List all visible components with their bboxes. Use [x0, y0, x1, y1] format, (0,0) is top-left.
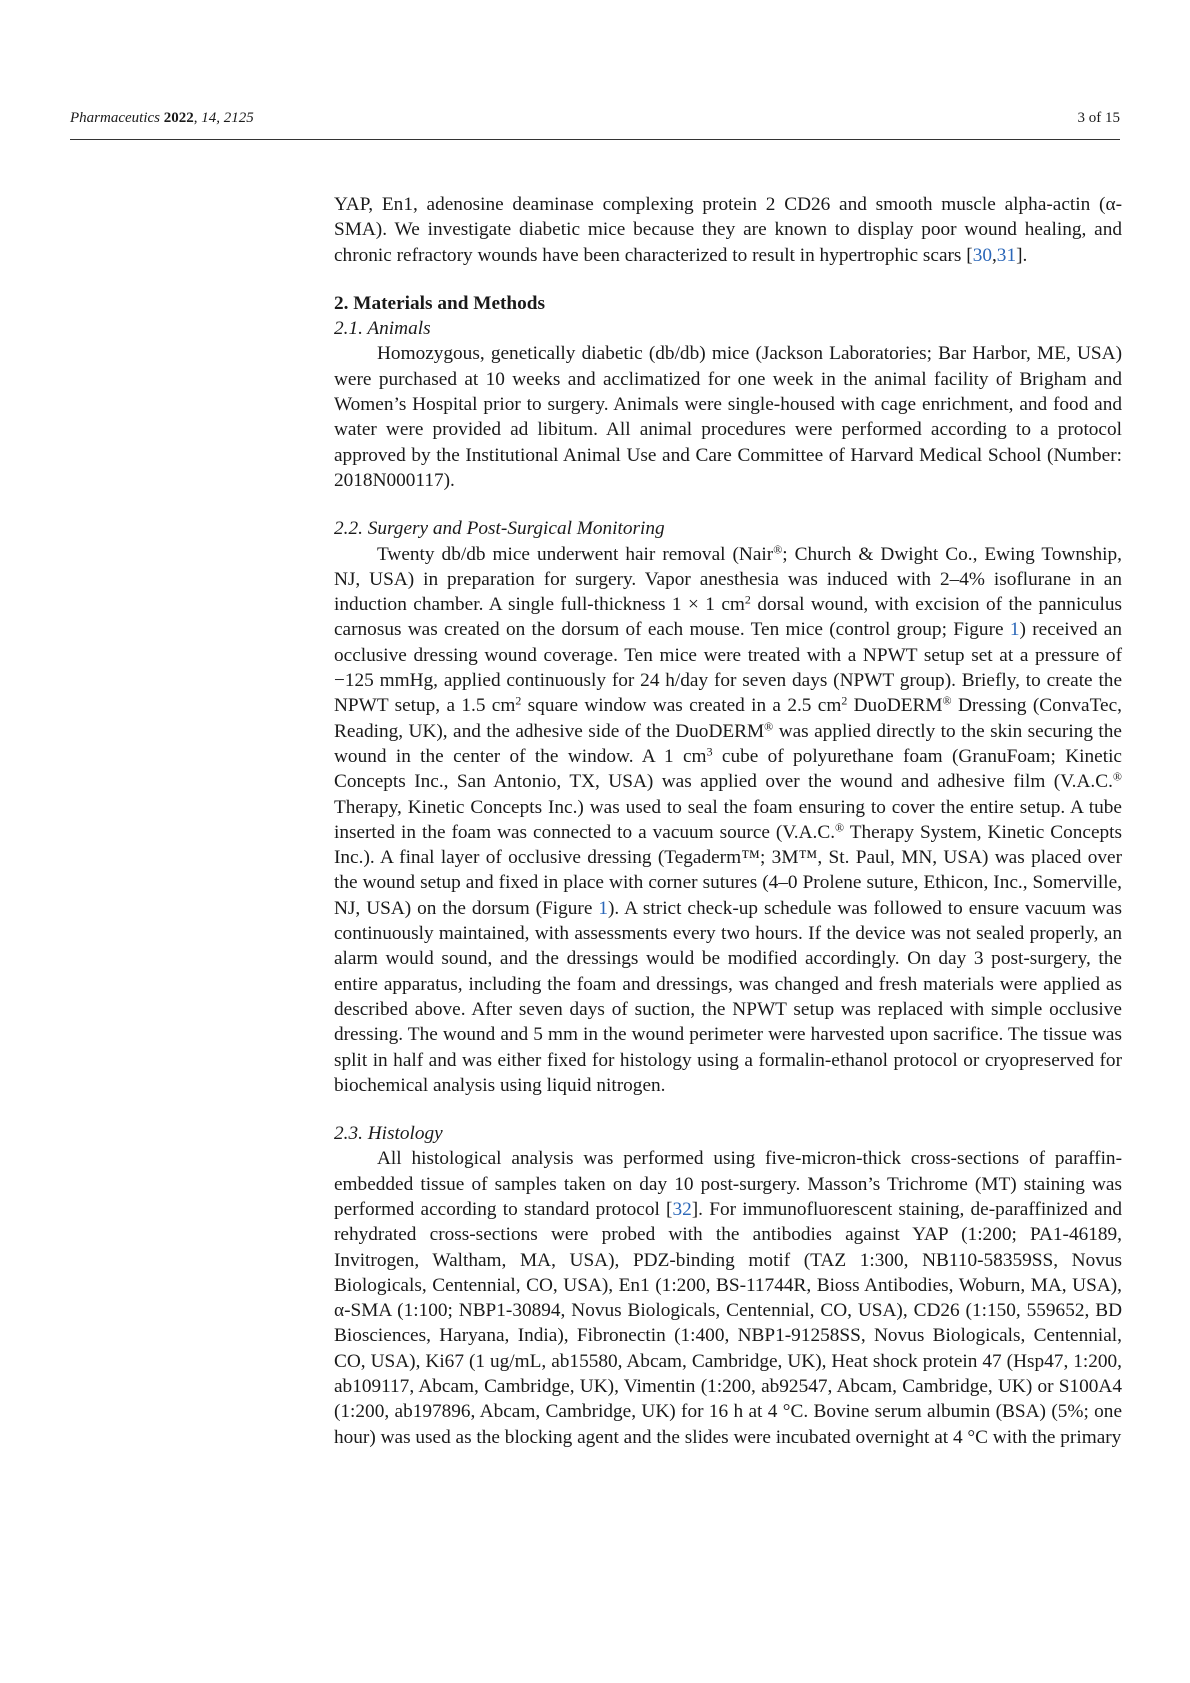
text-run: ; Church & Dwight Co., Ewing Township, NJ, USA) in preparation for surgery. Vapor anesthesia was induced with 2–4% isoflurane in an induction chamber. A single full-thickness 1 × 1 cm	[334, 543, 1122, 616]
figure-link-1[interactable]: 1	[1009, 619, 1020, 641]
superscript-2: 2	[515, 693, 522, 708]
citation-link-32[interactable]: 32	[672, 1198, 692, 1220]
text-run: Therapy System, Kinetic Concepts Inc.). A final layer of occlusive dressing (Tegaderm™; 3M™, St. Paul, MN, USA) was placed over the wound setup and fixed in place with corner sutures (4–0 Prolene suture, Ethicon, Inc., Somerville, NJ, USA) on the dorsum (Figure	[334, 821, 1123, 919]
intro-text: YAP, En1, adenosine deaminase complexing protein 2 CD26 and smooth muscle alpha-actin (α-SMA). We investigate diabetic mice because they are known to display poor wound healing, and chronic refractory wounds have been characterized to result in hypertrophic scars [	[334, 194, 1122, 266]
superscript-2: 2	[841, 693, 848, 708]
citation-separator: ,	[991, 244, 997, 266]
text-run: Twenty db/db mice underwent hair removal (Nair	[377, 543, 774, 565]
text-run: Dressing (ConvaTec, Reading, UK), and the adhesive side of the DuoDERM	[334, 695, 1122, 742]
text-run: ). A strict check-up schedule was followed to ensure vacuum was continuously maintained, with assessments every two hours. If the device was not sealed properly, an alarm would sound, and the dressings would be modified accordingly. On day 3 post-surgery, the entire apparatus, including the foam and dressings, was changed and fresh materials were applied as described above. After seven days of suction, the NPWT setup was replaced with simple occlusive dressing. The wound and 5 mm in the wound perimeter were harvested upon sacrifice. The tissue was split in half and was either fixed for histology using a formalin-ethanol protocol or cryopreserved for biochemical analysis using liquid nitrogen.	[334, 897, 1122, 1096]
registered-mark: ®	[835, 820, 845, 835]
text-run: was applied directly to the skin securing the wound in the center of the window. A 1 cm	[334, 720, 1122, 767]
intro-paragraph	[334, 192, 1122, 268]
superscript-2: 2	[744, 592, 751, 607]
journal-volume: 14, 2125	[201, 110, 254, 126]
article-body	[334, 192, 1122, 1450]
section-heading-materials-methods: 2. Materials and Methods	[334, 292, 546, 314]
text-run: ) received an occlusive dressing wound coverage. Ten mice were treated with a NPWT setup set at a pressure of −125 mmHg, applied continuously for 24 h/day for seven days (NPWT group). Briefly, to create the NPWT setup, a 1.5 cm	[334, 619, 1122, 717]
text-run: cube of polyurethane foam (GranuFoam; Kinetic Concepts Inc., San Antonio, TX, USA) was applied over the wound and adhesive film (V.A.C.	[334, 745, 1122, 793]
subsection-heading-animals: 2.1. Animals	[334, 318, 431, 340]
text-run: DuoDERM	[847, 695, 943, 717]
text-run: dorsal wound, with excision of the panniculus carnosus was created on the dorsum of each mouse. Ten mice (control group; Figure	[334, 594, 1122, 641]
header-divider	[70, 139, 1120, 140]
citation-link-30[interactable]: 30	[972, 244, 992, 266]
subsection-heading-surgery: 2.2. Surgery and Post-Surgical Monitoring	[334, 518, 665, 540]
citation-link-31[interactable]: 31	[996, 244, 1017, 266]
histology-paragraph	[334, 1146, 1122, 1450]
animals-paragraph: Homozygous, genetically diabetic (db/db) mice (Jackson Laboratories; Bar Harbor, ME, USA) were purchased at 10 weeks and acclimatized for one week in the animal facility of Brigham and Women’s Hospital prior to surgery. Animals were single-housed with cage enrichment, and food and water were provided ad libitum. All animal procedures were performed according to a protocol approved by the Institutional Animal Use and Care Committee of Harvard Medical School (Number: 2018N000117).	[334, 343, 1122, 491]
registered-mark: ®	[773, 541, 783, 556]
subsection-heading-histology: 2.3. Histology	[334, 1123, 443, 1145]
text-run: All histological analysis was performed using five-micron-thick cross-sections of paraffin- embedded tissue of samples taken on day 10 post-surgery. Masson’s Trichrome (MT) staining was performed according to standard protocol [	[334, 1148, 1122, 1220]
surgery-paragraph	[334, 542, 1122, 1099]
intro-text-end: ].	[1016, 244, 1028, 266]
text-run: Therapy, Kinetic Concepts Inc.) was used to seal the foam ensuring to cover the entire setup. A tube inserted in the foam was connected to a vacuum source (V.A.C.	[334, 796, 1122, 843]
journal-name: Pharmaceutics	[70, 110, 160, 126]
journal-citation: Pharmaceutics 2022, 14, 2125	[70, 110, 254, 126]
registered-mark: ®	[764, 719, 774, 734]
superscript-3: 3	[706, 744, 713, 759]
text-run: ]. For immunofluorescent staining, de-paraffinized and rehydrated cross-sections were probed with the antibodies against YAP (1:200; PA1-46189, Invitrogen, Waltham, MA, USA), PDZ-binding motif (TAZ 1:300, NB110-58359SS, Novus Biologicals, Centennial, CO, USA), En1 (1:200, BS-11744R, Bioss Antibodies, Woburn, MA, USA), α-SMA (1:100; NBP1-30894, Novus Biologicals, Centennial, CO, USA), CD26 (1:150, 559652, BD Biosciences, Haryana, India), Fibronectin (1:400, NBP1-91258SS, Novus Biologicals, Centennial, CO, USA), Ki67 (1 ug/mL, ab15580, Abcam, Cambridge, UK), Heat shock protein 47 (Hsp47, 1:200, ab109117, Abcam, Cambridge, UK), Vimentin (1:200, ab92547, Abcam, Cambridge, UK) or S100A4 (1:200, ab197896, Abcam, Cambridge, UK) for 16 h at 4 °C. Bovine serum albumin (BSA) (5%; one hour) was used as the blocking agent and the slides were incubated overnight at 4 °C with the primary	[334, 1198, 1123, 1448]
journal-year: 2022	[163, 110, 194, 126]
registered-mark: ®	[942, 693, 952, 708]
page-number: 3 of 15	[1077, 110, 1120, 126]
text-run: square window was created in a 2.5 cm	[521, 695, 842, 717]
registered-mark: ®	[1112, 769, 1122, 784]
running-header	[70, 110, 1120, 127]
figure-link-1[interactable]: 1	[598, 897, 608, 919]
